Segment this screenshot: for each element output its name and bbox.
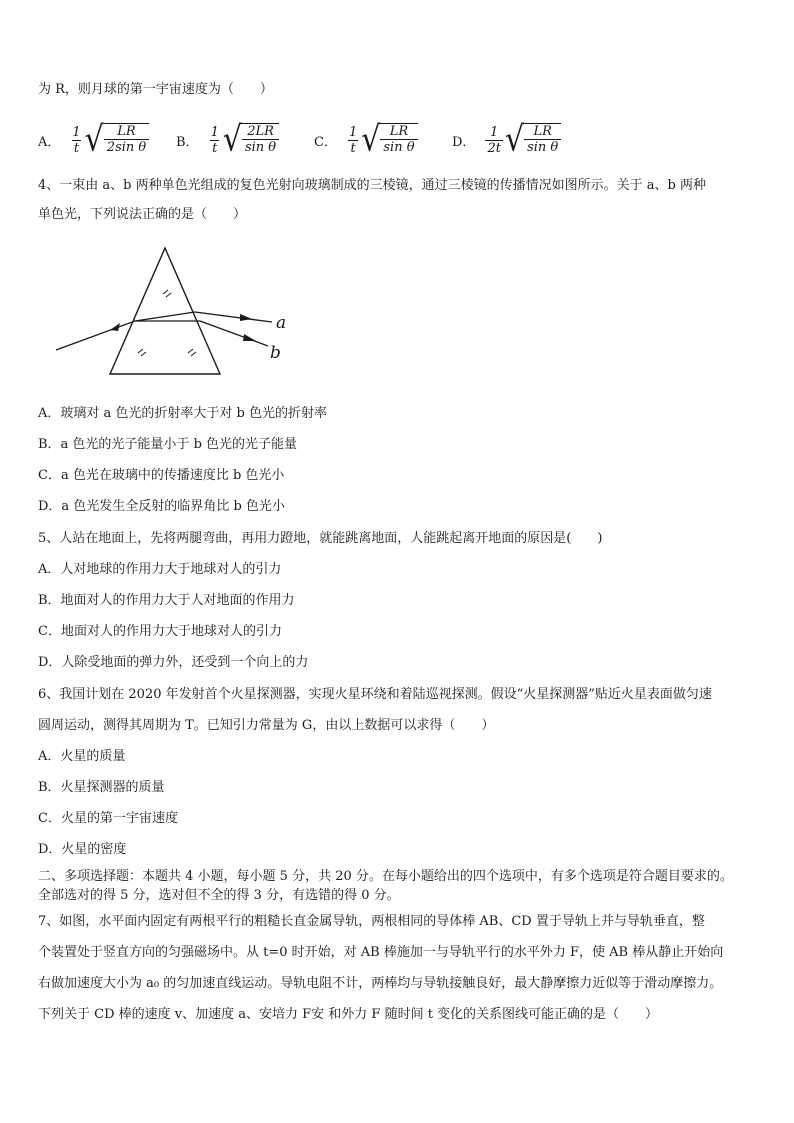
q3-stem-tail: 为 R，则月球的第一宇宙速度为（ ）	[38, 82, 273, 97]
q6-option-c[interactable]: C．火星的第一宇宙速度	[38, 811, 178, 826]
incident-arrow-icon	[110, 323, 120, 331]
section2-instructions-line2: 全部选对的得 5 分，选对但不全的得 3 分，有选错的得 0 分。	[38, 888, 400, 903]
label-a: a	[276, 313, 287, 333]
rad-num: LR	[117, 124, 136, 139]
coef-num: 1	[210, 124, 219, 140]
sqrt-icon: √	[504, 119, 525, 160]
rad-den: sin θ	[242, 139, 279, 155]
emergent-ray-b	[200, 321, 268, 346]
q3-options	[38, 117, 758, 163]
q5-stem: 5、人站在地面上，先将两腿弯曲，再用力蹬地，就能跳离地面，人能跳起离开地面的原因是( )	[38, 531, 603, 546]
sqrt-expression	[361, 119, 417, 160]
sqrt-icon: √	[222, 119, 242, 160]
coef-den: t	[212, 140, 218, 156]
q4-option-a[interactable]: A．玻璃对 a 色光的折射率大于对 b 色光的折射率	[38, 406, 327, 421]
q6-stem-line1: 6、我国计划在 2020 年发射首个火星探测器，实现火星环绕和着陆巡视探测。假设“火星探测器”贴近火星表面做匀速	[38, 687, 712, 702]
coef-num: 1	[348, 124, 358, 140]
prism-figure	[50, 246, 310, 381]
q6-option-a[interactable]: A．火星的质量	[38, 749, 126, 764]
section2-instructions-line1: 二、多项选择题：本题共 4 小题，每小题 5 分，共 20 分。在每小题给出的四个选项中，有多个选项是符合题目要求的。	[38, 869, 733, 884]
rad-num: LR	[533, 124, 552, 139]
label-b: b	[270, 343, 281, 363]
ray-b-arrow-icon	[243, 334, 256, 341]
q4-option-b[interactable]: B．a 色光的光子能量小于 b 色光的光子能量	[38, 437, 298, 452]
coef-num: 1	[490, 124, 499, 140]
q7-stem-line1: 7、如图，水平面内固定有两根平行的粗糙长直金属导轨，两根相同的导体棒 AB、CD 置于导轨上并与导轨垂直，整	[38, 914, 705, 929]
prism-triangle	[110, 248, 220, 374]
rad-num: LR	[389, 124, 409, 139]
coef-fraction	[209, 125, 221, 156]
q4-option-c[interactable]: C．a 色光在玻璃中的传播速度比 b 色光小	[38, 468, 285, 483]
sqrt-icon: √	[84, 119, 104, 160]
option-letter: B．	[176, 134, 199, 150]
q3-option-a[interactable]	[38, 117, 149, 163]
sqrt-expression	[504, 119, 561, 160]
q4-option-d[interactable]: D．a 色光发生全反射的临界角比 b 色光小	[38, 499, 285, 514]
coef-den: 2t	[487, 140, 501, 156]
emergent-ray-a	[195, 312, 272, 322]
option-letter: C．	[314, 134, 337, 150]
q5-option-b[interactable]: B．地面对人的作用力大于人对地面的作用力	[38, 593, 295, 608]
coef-fraction	[70, 125, 82, 156]
sqrt-expression	[222, 119, 279, 160]
rad-den: 2sin θ	[104, 139, 149, 155]
option-letter: A．	[38, 134, 61, 150]
coef-den: t	[350, 140, 356, 156]
q6-option-b[interactable]: B．火星探测器的质量	[38, 780, 165, 795]
rad-den: sin θ	[380, 139, 417, 155]
coef-num: 1	[72, 124, 81, 140]
rad-den: sin θ	[524, 139, 561, 155]
q6-stem-line2: 圆周运动，测得其周期为 T。已知引力常量为 G，由以上数据可以求得（ ）	[38, 718, 495, 733]
q6-option-d[interactable]: D．火星的密度	[38, 842, 127, 857]
sqrt-icon: √	[361, 119, 381, 160]
q7-stem-line2: 个装置处于竖直方向的匀强磁场中。从 t=0 时开始，对 AB 棒施加一与导轨平行的水平外力 F，使 AB 棒从静止开始向	[38, 945, 724, 960]
sqrt-expression	[84, 119, 150, 160]
q3-option-c[interactable]	[314, 117, 418, 163]
q7-stem-line3: 右做加速度大小为 a₀ 的匀加速直线运动。导轨电阻不计，两棒均与导轨接触良好，最大静摩擦力近似等于滑动摩擦力。	[38, 976, 723, 991]
q4-stem-line1: 4、一束由 a、b 两种单色光组成的复色光射向玻璃制成的三棱镜，通过三棱镜的传播情况如图所示。关于 a、b 两种	[38, 178, 706, 193]
rad-num: 2LR	[247, 124, 274, 139]
coef-den: t	[73, 140, 80, 156]
coef-fraction	[485, 125, 503, 156]
incident-ray	[56, 321, 135, 350]
q5-option-c[interactable]: C．地面对人的作用力大于地球对人的引力	[38, 624, 282, 639]
q7-stem-line4: 下列关于 CD 棒的速度 v、加速度 a、安培力 F安 和外力 F 随时间 t 变化的关系图线可能正确的是（ ）	[38, 1007, 659, 1022]
q5-option-a[interactable]: A．人对地球的作用力大于地球对人的引力	[38, 562, 282, 577]
q3-option-b[interactable]	[176, 117, 279, 163]
ray-a-arrow-icon	[240, 314, 252, 321]
option-letter: D．	[452, 134, 476, 150]
q4-stem-line2: 单色光，下列说法正确的是（ ）	[38, 207, 247, 222]
q3-option-d[interactable]	[452, 117, 561, 163]
internal-ray-a	[135, 312, 195, 321]
coef-fraction	[347, 125, 359, 156]
q5-option-d[interactable]: D．人除受地面的弹力外，还受到一个向上的力	[38, 655, 309, 670]
